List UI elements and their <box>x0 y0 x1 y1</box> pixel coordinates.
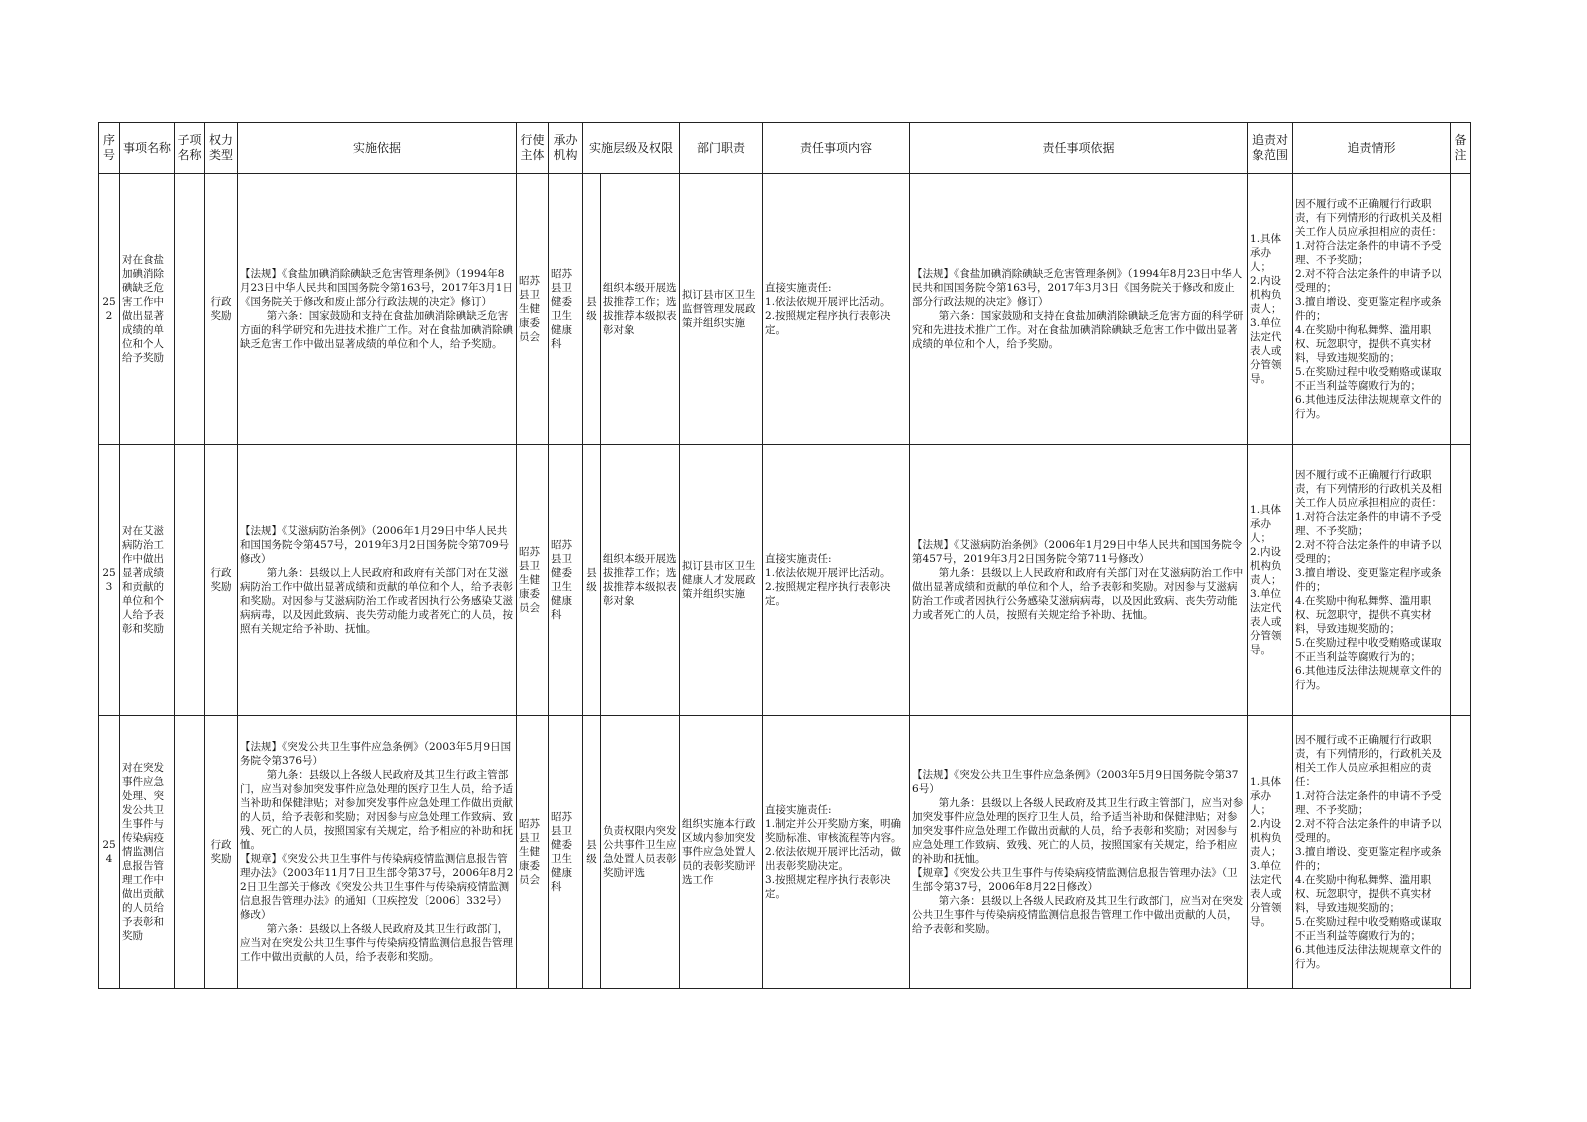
row-level: 县级 <box>583 445 601 716</box>
row-duty: 组织实施本行政区域内参加突发事件应急处置人员的表彰奖励评选工作 <box>680 716 763 989</box>
row-basis: 【法规】《艾滋病防治条例》（2006年1月29日中华人民共和国国务院令第457号，2019年3月2日国务院令第709号修改） 第九条：县级以上人民政府和政府有关部门对在艾滋病防治工作中做出显著成绩和贡献的单位和个人，给予表彰和奖励。对因参与艾滋病防治工作或者因执行公务感染艾滋病病毒，以及因此致病、丧失劳动能力或者死亡的人员，按照有关规定给予补助、抚恤。 <box>238 445 517 716</box>
row-sub <box>175 174 205 445</box>
header-respbasis: 责任事项依据 <box>910 123 1248 174</box>
header-scope: 追责对象范围 <box>1248 123 1293 174</box>
row-authority: 组织本级开展选拔推荐工作；选拔推荐本级拟表彰对象 <box>601 174 680 445</box>
header-level: 实施层级及权限 <box>583 123 680 174</box>
row-subject: 昭苏县卫生健康委员会 <box>517 716 549 989</box>
header-name: 事项名称 <box>120 123 175 174</box>
row-type: 行政奖励 <box>205 445 238 716</box>
row-org: 昭苏县卫健委卫生健康科 <box>549 174 583 445</box>
header-basis: 实施依据 <box>238 123 517 174</box>
row-no: 254 <box>99 716 120 989</box>
row-subject: 昭苏县卫生健康委员会 <box>517 445 549 716</box>
row-scope: 1.具体承办人； 2.内设机构负责人； 3.单位法定代表人或分管领导。 <box>1248 445 1293 716</box>
header-resp: 责任事项内容 <box>763 123 910 174</box>
row-level: 县级 <box>583 716 601 989</box>
row-authority: 负责权限内突发公共事件卫生应急处置人员表彰奖励评选 <box>601 716 680 989</box>
responsibility-table <box>98 122 1471 989</box>
header-duty: 部门职责 <box>680 123 763 174</box>
row-note <box>1451 716 1471 989</box>
row-respbasis: 【法规】《突发公共卫生事件应急条例》（2003年5月9日国务院令第376号） 第九条：县级以上各级人民政府及其卫生行政主管部门，应当对参加突发事件应急处理的医疗卫生人员，给予适当补助和保健津贴；对参加突发事件应急处理工作做出贡献的人员，给予表彰和奖励；对因参与应急处理工作致病、致残、死亡的人员，按照国家有关规定，给予相应的补助和抚恤。 【规章】《突发公共卫生事件与传染病疫情监测信息报告管理办法》（卫生部令第37号，2006年8月22日修改） 第六条：县级以上各级人民政府及其卫生行政部门，应当对在突发公共卫生事件与传染病疫情监测信息报告管理工作中做出贡献的人员，给予表彰和奖励。 <box>910 716 1248 989</box>
row-name: 对在突发事件应急处理、突发公共卫生事件与传染病疫情监测信息报告管理工作中做出贡献的人员给予表彰和奖励 <box>120 716 175 989</box>
header-subject: 行使主体 <box>517 123 549 174</box>
row-note <box>1451 445 1471 716</box>
row-level: 县级 <box>583 174 601 445</box>
row-respbasis: 【法规】《艾滋病防治条例》（2006年1月29日中华人民共和国国务院令第457号，2019年3月2日国务院令第711号修改） 第九条：县级以上人民政府和政府有关部门对在艾滋病防治工作中做出显著成绩和贡献的单位和个人，给予表彰和奖励。对因参与艾滋病防治工作或者因执行公务感染艾滋病病毒，以及因此致病、丧失劳动能力或者死亡的人员，按照有关规定给予补助、抚恤。 <box>910 445 1248 716</box>
header-org: 承办机构 <box>549 123 583 174</box>
table-row <box>99 445 1471 716</box>
row-type: 行政奖励 <box>205 716 238 989</box>
row-sub <box>175 716 205 989</box>
header-row <box>99 123 1471 174</box>
row-name: 对在食盐加碘消除碘缺乏危害工作中做出显著成绩的单位和个人给予奖励 <box>120 174 175 445</box>
row-duty: 拟订县市区卫生监督管理发展政策并组织实施 <box>680 174 763 445</box>
header-note: 备注 <box>1451 123 1471 174</box>
header-type: 权力类型 <box>205 123 238 174</box>
row-scope: 1.具体承办人； 2.内设机构负责人； 3.单位法定代表人或分管领导。 <box>1248 716 1293 989</box>
row-subject: 昭苏县卫生健康委员会 <box>517 174 549 445</box>
table-row <box>99 174 1471 445</box>
row-respbasis: 【法规】《食盐加碘消除碘缺乏危害管理条例》（1994年8月23日中华人民共和国国务院令第163号，2017年3月3日《国务院关于修改和废止部分行政法规的决定》修订） 第六条：国家鼓励和支持在食盐加碘消除碘缺乏危害方面的科学研究和先进技术推广工作。对在食盐加碘消除碘缺乏危害工作中做出显著成绩的单位和个人，给予奖励。 <box>910 174 1248 445</box>
row-resp: 直接实施责任: 1.制定并公开奖励方案，明确奖励标准、审核流程等内容。 2.依法依规开展评比活动，做出表彰奖励决定。 3.按照规定程序执行表彰决定。 <box>763 716 910 989</box>
row-no: 253 <box>99 445 120 716</box>
header-sub: 子项名称 <box>175 123 205 174</box>
row-sub <box>175 445 205 716</box>
row-circ: 因不履行或不正确履行行政职责，有下列情形的，行政机关及相关工作人员应承担相应的责任： 1.对符合法定条件的申请不予受理、不予奖励； 2.对不符合法定条件的申请予以受理的。 3.擅自增设、变更鉴定程序或条件的； 4.在奖励中徇私舞弊、滥用职权、玩忽职守，提供不真实材料，导致违规奖励的； 5.在奖励过程中收受贿赂或谋取不正当利益等腐败行为的； 6.其他违反法律法规规章文件的行为。 <box>1293 716 1451 989</box>
header-circ: 追责情形 <box>1293 123 1451 174</box>
row-duty: 拟订县市区卫生健康人才发展政策并组织实施 <box>680 445 763 716</box>
row-scope: 1.具体承办人； 2.内设机构负责人； 3.单位法定代表人或分管领导。 <box>1248 174 1293 445</box>
row-org: 昭苏县卫健委卫生健康科 <box>549 445 583 716</box>
row-resp: 直接实施责任: 1.依法依规开展评比活动。 2.按照规定程序执行表彰决定。 <box>763 174 910 445</box>
header-no: 序号 <box>99 123 120 174</box>
row-no: 252 <box>99 174 120 445</box>
row-circ: 因不履行或不正确履行行政职责，有下列情形的行政机关及相关工作人员应承担相应的责任： 1.对符合法定条件的申请不予受理、不予奖励； 2.对不符合法定条件的申请予以受理的； 3.擅自增设、变更鉴定程序或条件的； 4.在奖励中徇私舞弊、滥用职权、玩忽职守，提供不真实材料，导致违规奖励的； 5.在奖励过程中收受贿赂或谋取不正当利益等腐败行为的； 6.其他违反法律法规规章文件的行为。 <box>1293 174 1451 445</box>
row-type: 行政奖励 <box>205 174 238 445</box>
row-note <box>1451 174 1471 445</box>
row-name: 对在艾滋病防治工作中做出显著成绩和贡献的单位和个人给予表彰和奖励 <box>120 445 175 716</box>
row-basis: 【法规】《突发公共卫生事件应急条例》（2003年5月9日国务院令第376号） 第九条：县级以上各级人民政府及其卫生行政主管部门，应当对参加突发事件应急处理的医疗卫生人员，给予适当补助和保健津贴；对参加突发事件应急处理工作做出贡献的人员，给予表彰和奖励；对因参与应急处理工作致病、致残、死亡的人员，按照国家有关规定，给予相应的补助和抚恤。 【规章】《突发公共卫生事件与传染病疫情监测信息报告管理办法》（2003年11月7日卫生部令第37号，2006年8月22日卫生部关于修改《突发公共卫生事件与传染病疫情监测信息报告管理办法》的通知（卫疾控发〔2006〕332号）修改） 第六条：县级以上各级人民政府及其卫生行政部门，应当对在突发公共卫生事件与传染病疫情监测信息报告管理工作中做出贡献的人员，给予表彰和奖励。 <box>238 716 517 989</box>
row-org: 昭苏县卫健委卫生健康科 <box>549 716 583 989</box>
table-row <box>99 716 1471 989</box>
row-circ: 因不履行或不正确履行行政职责，有下列情形的行政机关及相关工作人员应承担相应的责任： 1.对符合法定条件的申请不予受理、不予奖励； 2.对不符合法定条件的申请予以受理的； 3.擅自增设、变更鉴定程序或条件的； 4.在奖励中徇私舞弊、滥用职权、玩忽职守，提供不真实材料，导致违规奖励的； 5.在奖励过程中收受贿赂或谋取不正当利益等腐败行为的； 6.其他违反法律法规规章文件的行为。 <box>1293 445 1451 716</box>
row-authority: 组织本级开展选拔推荐工作；选拔推荐本级拟表彰对象 <box>601 445 680 716</box>
row-resp: 直接实施责任: 1.依法依规开展评比活动。 2.按照规定程序执行表彰决定。 <box>763 445 910 716</box>
row-basis: 【法规】《食盐加碘消除碘缺乏危害管理条例》（1994年8月23日中华人民共和国国务院令第163号，2017年3月1日《国务院关于修改和废止部分行政法规的决定》修订） 第六条：国家鼓励和支持在食盐加碘消除碘缺乏危害方面的科学研究和先进技术推广工作。对在食盐加碘消除碘缺乏危害工作中做出显著成绩的单位和个人，给予奖励。 <box>238 174 517 445</box>
